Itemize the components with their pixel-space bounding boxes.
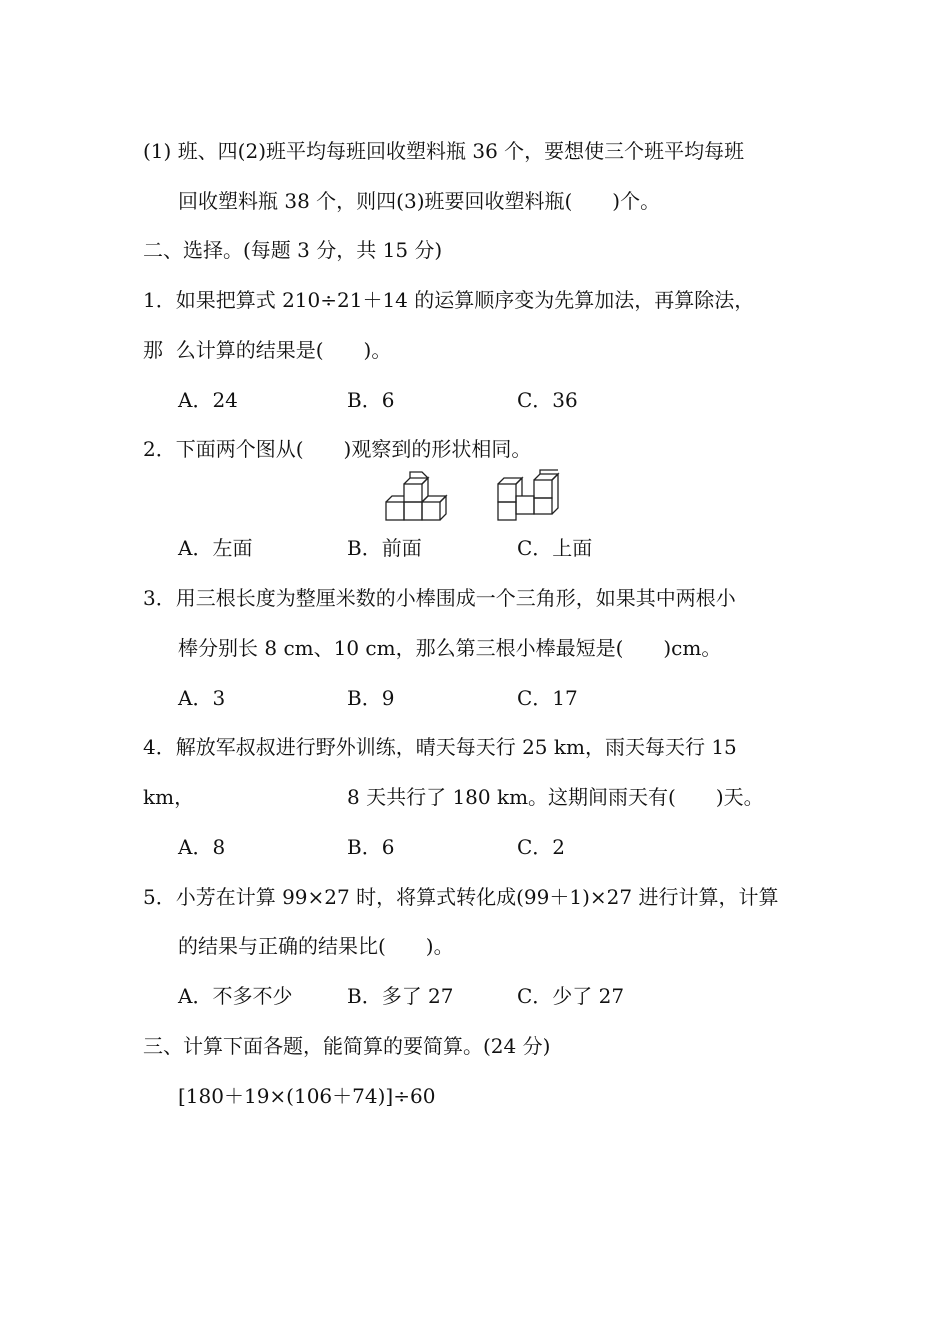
question-3-option-b: B．9 (347, 686, 395, 710)
question-4-option-c: C．2 (517, 835, 566, 859)
question-4-line2b: 8 天共行了 180 km。这期间雨天有( )天。 (347, 785, 764, 809)
question-5-line2: 的结果与正确的结果比( )。 (178, 934, 454, 958)
question-2-option-c: C．上面 (517, 536, 593, 560)
question-4-line2a: km， (143, 785, 195, 809)
calculation-expression: [180＋19×(106＋74)]÷60 (178, 1084, 436, 1108)
question-1-option-a: A．24 (178, 388, 238, 412)
question-4-line1: 4．解放军叔叔进行野外训练，晴天每天行 25 km，雨天每天行 15 (143, 735, 737, 759)
question-3-line2: 棒分别长 8 cm、10 cm，那么第三根小棒最短是( )cm。 (178, 636, 722, 660)
question-3-option-c: C．17 (517, 686, 578, 710)
cube-figure-right (496, 470, 568, 524)
question-5-option-c: C．少了 27 (517, 984, 625, 1008)
question-2-option-b: B．前面 (347, 536, 422, 560)
cube-figure-left (384, 472, 448, 524)
question-3-option-a: A．3 (178, 686, 226, 710)
question-5-option-a: A．不多不少 (178, 984, 293, 1008)
question-1-line1: 1．如果把算式 210÷21＋14 的运算顺序变为先算加法，再算除法， (143, 288, 755, 312)
question-1-line2: 那 么计算的结果是( )。 (143, 338, 392, 362)
question-3-line1: 3．用三根长度为整厘米数的小棒围成一个三角形，如果其中两根小 (143, 586, 736, 610)
question-2-option-a: A．左面 (178, 536, 253, 560)
question-4-option-b: B．6 (347, 835, 395, 859)
question-1-option-b: B．6 (347, 388, 395, 412)
question-2-line1: 2．下面两个图从( )观察到的形状相同。 (143, 437, 532, 461)
prev-question-line2: 回收塑料瓶 38 个，则四(3)班要回收塑料瓶( )个。 (178, 189, 661, 213)
question-1-option-c: C．36 (517, 388, 578, 412)
question-4-option-a: A．8 (178, 835, 226, 859)
question-5-option-b: B．多了 27 (347, 984, 454, 1008)
prev-question-line1: (1) 班、四(2)班平均每班回收塑料瓶 36 个，要想使三个班平均每班 (143, 139, 745, 163)
section2-title: 二、选择。(每题 3 分，共 15 分) (143, 238, 443, 262)
question-5-line1: 5．小芳在计算 99×27 时，将算式转化成(99＋1)×27 进行计算，计算 (143, 885, 779, 909)
section3-title: 三、计算下面各题，能简算的要简算。(24 分) (143, 1034, 551, 1058)
